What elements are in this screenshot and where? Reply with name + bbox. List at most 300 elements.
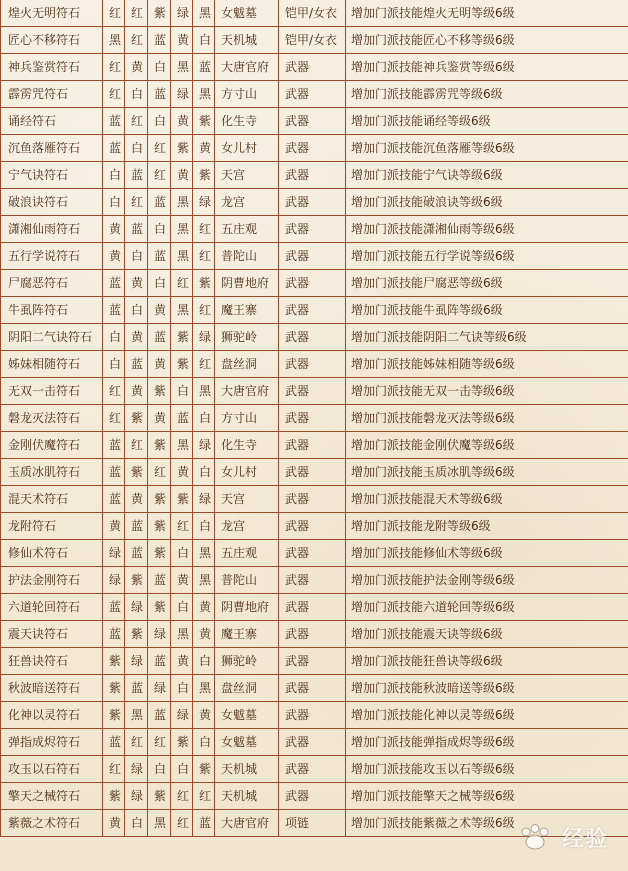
rune-color-cell: 黄	[125, 54, 148, 81]
rune-color-cell: 白	[171, 756, 193, 783]
equipment-slot-cell: 武器	[279, 270, 346, 297]
table-row	[1, 243, 628, 270]
equipment-slot-cell: 武器	[279, 297, 346, 324]
sect-cell: 化生寺	[215, 432, 279, 459]
rune-color-cell: 绿	[171, 0, 193, 27]
rune-color-cell: 紫	[171, 135, 193, 162]
rune-color-cell: 紫	[148, 783, 171, 810]
rune-color-cell: 绿	[193, 324, 215, 351]
table-row	[1, 162, 628, 189]
equipment-slot-cell: 武器	[279, 702, 346, 729]
rune-color-cell: 黑	[125, 702, 148, 729]
sect-cell: 方寸山	[215, 405, 279, 432]
rune-name-cell: 诵经符石	[1, 108, 103, 135]
table-row	[1, 783, 628, 810]
rune-color-cell: 黑	[171, 243, 193, 270]
rune-color-cell: 蓝	[125, 675, 148, 702]
sect-cell: 女儿村	[215, 459, 279, 486]
sect-cell: 大唐官府	[215, 378, 279, 405]
effect-cell: 增加门派技能牛虱阵等级6级	[346, 297, 628, 324]
rune-color-cell: 白	[171, 675, 193, 702]
rune-name-cell: 金刚伏魔符石	[1, 432, 103, 459]
rune-color-cell: 黑	[171, 216, 193, 243]
equipment-slot-cell: 武器	[279, 540, 346, 567]
rune-color-cell: 黄	[193, 594, 215, 621]
effect-cell: 增加门派技能神兵鉴赏等级6级	[346, 54, 628, 81]
rune-color-cell: 红	[193, 351, 215, 378]
rune-color-cell: 蓝	[193, 54, 215, 81]
effect-cell: 增加门派技能五行学说等级6级	[346, 243, 628, 270]
rune-color-cell: 红	[125, 0, 148, 27]
rune-color-cell: 蓝	[103, 432, 125, 459]
rune-color-cell: 红	[193, 297, 215, 324]
effect-cell: 增加门派技能潇湘仙雨等级6级	[346, 216, 628, 243]
rune-color-cell: 黄	[103, 243, 125, 270]
rune-color-cell: 绿	[103, 567, 125, 594]
equipment-slot-cell: 武器	[279, 324, 346, 351]
rune-color-cell: 白	[148, 54, 171, 81]
rune-color-cell: 黄	[148, 297, 171, 324]
rune-color-cell: 紫	[148, 594, 171, 621]
rune-name-cell: 尸腐恶符石	[1, 270, 103, 297]
rune-color-cell: 黄	[193, 702, 215, 729]
sect-cell: 女儿村	[215, 135, 279, 162]
rune-color-cell: 白	[103, 324, 125, 351]
rune-color-cell: 紫	[125, 405, 148, 432]
rune-color-cell: 紫	[171, 324, 193, 351]
table-row	[1, 540, 628, 567]
rune-color-cell: 红	[193, 216, 215, 243]
rune-color-cell: 紫	[125, 621, 148, 648]
rune-color-cell: 紫	[148, 486, 171, 513]
rune-color-cell: 蓝	[103, 135, 125, 162]
rune-color-cell: 白	[193, 459, 215, 486]
rune-color-cell: 红	[125, 729, 148, 756]
rune-color-cell: 白	[171, 540, 193, 567]
rune-color-cell: 红	[103, 378, 125, 405]
rune-color-cell: 黑	[148, 810, 171, 837]
rune-color-cell: 黄	[193, 621, 215, 648]
rune-color-cell: 黑	[171, 621, 193, 648]
rune-color-cell: 红	[103, 756, 125, 783]
rune-color-cell: 绿	[125, 648, 148, 675]
rune-color-cell: 黄	[103, 513, 125, 540]
rune-color-cell: 绿	[148, 675, 171, 702]
equipment-slot-cell: 武器	[279, 594, 346, 621]
rune-color-cell: 白	[125, 243, 148, 270]
rune-color-cell: 红	[103, 405, 125, 432]
rune-color-cell: 蓝	[148, 702, 171, 729]
table-row	[1, 432, 628, 459]
rune-color-cell: 白	[148, 108, 171, 135]
table-row	[1, 648, 628, 675]
effect-cell: 增加门派技能六道轮回等级6级	[346, 594, 628, 621]
rune-color-cell: 白	[125, 297, 148, 324]
equipment-slot-cell: 铠甲/女衣	[279, 27, 346, 54]
rune-color-cell: 白	[148, 756, 171, 783]
rune-color-cell: 白	[148, 216, 171, 243]
effect-cell: 增加门派技能诵经等级6级	[346, 108, 628, 135]
rune-color-cell: 黄	[125, 324, 148, 351]
table-row	[1, 324, 628, 351]
table-row	[1, 378, 628, 405]
rune-color-cell: 蓝	[103, 621, 125, 648]
effect-cell: 增加门派技能尸腐恶等级6级	[346, 270, 628, 297]
table-row	[1, 108, 628, 135]
rune-name-cell: 阴阳二气诀符石	[1, 324, 103, 351]
rune-color-cell: 紫	[148, 513, 171, 540]
rune-color-cell: 白	[103, 351, 125, 378]
effect-cell: 增加门派技能煌火无明等级6级	[346, 0, 628, 27]
equipment-slot-cell: 武器	[279, 756, 346, 783]
effect-cell: 增加门派技能震天诀等级6级	[346, 621, 628, 648]
rune-color-cell: 蓝	[103, 594, 125, 621]
rune-color-cell: 白	[171, 378, 193, 405]
effect-cell: 增加门派技能护法金刚等级6级	[346, 567, 628, 594]
rune-name-cell: 秋波暗送符石	[1, 675, 103, 702]
equipment-slot-cell: 武器	[279, 783, 346, 810]
rune-color-cell: 紫	[193, 108, 215, 135]
rune-color-cell: 绿	[193, 432, 215, 459]
rune-color-cell: 白	[193, 729, 215, 756]
rune-color-cell: 紫	[125, 567, 148, 594]
rune-color-cell: 蓝	[148, 648, 171, 675]
effect-cell: 增加门派技能混天术等级6级	[346, 486, 628, 513]
rune-color-cell: 绿	[171, 702, 193, 729]
rune-color-cell: 红	[148, 135, 171, 162]
rune-color-cell: 黑	[193, 81, 215, 108]
rune-color-cell: 红	[148, 459, 171, 486]
equipment-slot-cell: 武器	[279, 459, 346, 486]
rune-color-cell: 黑	[193, 567, 215, 594]
equipment-slot-cell: 武器	[279, 135, 346, 162]
rune-color-cell: 蓝	[148, 567, 171, 594]
rune-color-cell: 紫	[103, 648, 125, 675]
rune-color-cell: 紫	[193, 270, 215, 297]
rune-color-cell: 绿	[125, 594, 148, 621]
rune-color-cell: 红	[103, 0, 125, 27]
effect-cell: 增加门派技能金刚伏魔等级6级	[346, 432, 628, 459]
rune-name-cell: 煌火无明符石	[1, 0, 103, 27]
rune-color-cell: 白	[193, 648, 215, 675]
sect-cell: 魔王寨	[215, 297, 279, 324]
rune-color-cell: 蓝	[125, 513, 148, 540]
effect-cell: 增加门派技能姊妹相随等级6级	[346, 351, 628, 378]
effect-cell: 增加门派技能紫薇之术等级6级	[346, 810, 628, 837]
equipment-slot-cell: 武器	[279, 81, 346, 108]
rune-color-cell: 绿	[171, 81, 193, 108]
rune-color-cell: 蓝	[103, 459, 125, 486]
table-row	[1, 486, 628, 513]
effect-cell: 增加门派技能阴阳二气诀等级6级	[346, 324, 628, 351]
rune-name-cell: 沉鱼落雁符石	[1, 135, 103, 162]
rune-name-cell: 潇湘仙雨符石	[1, 216, 103, 243]
sect-cell: 化生寺	[215, 108, 279, 135]
table-row	[1, 756, 628, 783]
rune-color-cell: 白	[125, 135, 148, 162]
rune-color-cell: 紫	[103, 675, 125, 702]
sect-cell: 盘丝洞	[215, 675, 279, 702]
rune-color-cell: 红	[171, 513, 193, 540]
effect-cell: 增加门派技能龙附等级6级	[346, 513, 628, 540]
rune-color-cell: 绿	[193, 189, 215, 216]
rune-name-cell: 护法金刚符石	[1, 567, 103, 594]
sect-cell: 盘丝洞	[215, 351, 279, 378]
rune-color-cell: 紫	[193, 162, 215, 189]
rune-color-cell: 红	[125, 432, 148, 459]
effect-cell: 增加门派技能玉质冰肌等级6级	[346, 459, 628, 486]
effect-cell: 增加门派技能狂兽诀等级6级	[346, 648, 628, 675]
equipment-slot-cell: 武器	[279, 351, 346, 378]
rune-color-cell: 黑	[171, 432, 193, 459]
rune-color-cell: 绿	[125, 756, 148, 783]
table-row	[1, 567, 628, 594]
rune-color-cell: 黑	[193, 540, 215, 567]
sect-cell: 女魃墓	[215, 702, 279, 729]
rune-color-cell: 白	[103, 189, 125, 216]
sect-cell: 狮驼岭	[215, 648, 279, 675]
equipment-slot-cell: 武器	[279, 378, 346, 405]
table-row	[1, 351, 628, 378]
sect-cell: 五庄观	[215, 216, 279, 243]
table-row	[1, 621, 628, 648]
rune-name-cell: 牛虱阵符石	[1, 297, 103, 324]
rune-color-cell: 黑	[193, 378, 215, 405]
rune-color-cell: 蓝	[171, 405, 193, 432]
rune-name-cell: 磐龙灭法符石	[1, 405, 103, 432]
table-row	[1, 135, 628, 162]
equipment-slot-cell: 武器	[279, 405, 346, 432]
rune-color-cell: 紫	[171, 486, 193, 513]
rune-color-cell: 紫	[148, 0, 171, 27]
rune-color-cell: 红	[103, 81, 125, 108]
rune-name-cell: 五行学说符石	[1, 243, 103, 270]
rune-color-cell: 红	[171, 270, 193, 297]
rune-color-cell: 黄	[171, 162, 193, 189]
rune-color-cell: 红	[171, 783, 193, 810]
rune-color-cell: 黄	[148, 405, 171, 432]
sect-cell: 阴曹地府	[215, 594, 279, 621]
rune-color-cell: 蓝	[193, 810, 215, 837]
rune-color-cell: 黑	[193, 0, 215, 27]
sect-cell: 龙宫	[215, 189, 279, 216]
equipment-slot-cell: 项链	[279, 810, 346, 837]
equipment-slot-cell: 武器	[279, 621, 346, 648]
effect-cell: 增加门派技能擎天之械等级6级	[346, 783, 628, 810]
equipment-slot-cell: 武器	[279, 729, 346, 756]
rune-color-cell: 黄	[148, 351, 171, 378]
effect-cell: 增加门派技能匠心不移等级6级	[346, 27, 628, 54]
rune-color-cell: 黄	[103, 216, 125, 243]
effect-cell: 增加门派技能弹指成烬等级6级	[346, 729, 628, 756]
rune-color-cell: 紫	[103, 783, 125, 810]
rune-name-cell: 震天诀符石	[1, 621, 103, 648]
sect-cell: 方寸山	[215, 81, 279, 108]
rune-color-cell: 蓝	[125, 540, 148, 567]
sect-cell: 天机城	[215, 783, 279, 810]
rune-color-cell: 蓝	[148, 324, 171, 351]
rune-color-cell: 红	[193, 243, 215, 270]
sect-cell: 大唐官府	[215, 54, 279, 81]
rune-name-cell: 混天术符石	[1, 486, 103, 513]
rune-name-cell: 修仙术符石	[1, 540, 103, 567]
rune-color-cell: 黄	[171, 108, 193, 135]
rune-color-cell: 蓝	[148, 189, 171, 216]
rune-color-cell: 红	[148, 162, 171, 189]
rune-color-cell: 黄	[171, 459, 193, 486]
rune-name-cell: 神兵鉴赏符石	[1, 54, 103, 81]
rune-color-cell: 红	[125, 108, 148, 135]
rune-color-cell: 紫	[125, 459, 148, 486]
rune-color-cell: 黑	[171, 189, 193, 216]
rune-color-cell: 黑	[171, 54, 193, 81]
equipment-slot-cell: 武器	[279, 54, 346, 81]
rune-color-cell: 黄	[171, 648, 193, 675]
sect-cell: 女魃墓	[215, 0, 279, 27]
rune-color-cell: 红	[125, 27, 148, 54]
rune-color-cell: 蓝	[103, 486, 125, 513]
rune-color-cell: 白	[171, 594, 193, 621]
rune-name-cell: 姊妹相随符石	[1, 351, 103, 378]
rune-color-cell: 黄	[193, 135, 215, 162]
rune-color-cell: 红	[148, 729, 171, 756]
rune-color-cell: 紫	[103, 702, 125, 729]
rune-name-cell: 玉质冰肌符石	[1, 459, 103, 486]
table-row	[1, 270, 628, 297]
rune-color-cell: 蓝	[103, 729, 125, 756]
equipment-slot-cell: 武器	[279, 162, 346, 189]
rune-color-cell: 红	[193, 783, 215, 810]
rune-color-cell: 绿	[193, 486, 215, 513]
rune-color-cell: 蓝	[148, 81, 171, 108]
equipment-slot-cell: 武器	[279, 243, 346, 270]
effect-cell: 增加门派技能宁气诀等级6级	[346, 162, 628, 189]
rune-color-cell: 黑	[103, 27, 125, 54]
rune-color-cell: 紫	[193, 756, 215, 783]
rune-color-cell: 紫	[171, 729, 193, 756]
rune-color-cell: 黄	[171, 27, 193, 54]
rune-name-cell: 狂兽诀符石	[1, 648, 103, 675]
rune-color-cell: 白	[193, 405, 215, 432]
rune-color-cell: 紫	[171, 351, 193, 378]
rune-color-cell: 白	[148, 270, 171, 297]
table-row	[1, 297, 628, 324]
sect-cell: 五庄观	[215, 540, 279, 567]
table-row	[1, 81, 628, 108]
equipment-slot-cell: 武器	[279, 486, 346, 513]
effect-cell: 增加门派技能秋波暗送等级6级	[346, 675, 628, 702]
rune-color-cell: 蓝	[103, 297, 125, 324]
rune-color-cell: 黑	[171, 297, 193, 324]
rune-color-cell: 绿	[103, 540, 125, 567]
rune-color-cell: 黄	[125, 270, 148, 297]
table-row	[1, 0, 628, 27]
sect-cell: 狮驼岭	[215, 324, 279, 351]
rune-color-cell: 白	[193, 27, 215, 54]
sect-cell: 阴曹地府	[215, 270, 279, 297]
effect-cell: 增加门派技能修仙术等级6级	[346, 540, 628, 567]
sect-cell: 魔王寨	[215, 621, 279, 648]
table-row	[1, 675, 628, 702]
sect-cell: 天机城	[215, 27, 279, 54]
rune-color-cell: 黄	[103, 810, 125, 837]
rune-color-cell: 紫	[148, 432, 171, 459]
table-row	[1, 810, 628, 837]
effect-cell: 增加门派技能化神以灵等级6级	[346, 702, 628, 729]
rune-color-cell: 白	[193, 513, 215, 540]
table-row	[1, 189, 628, 216]
rune-name-cell: 龙附符石	[1, 513, 103, 540]
sect-cell: 天宫	[215, 486, 279, 513]
equipment-slot-cell: 武器	[279, 108, 346, 135]
rune-color-cell: 蓝	[125, 162, 148, 189]
rune-color-cell: 紫	[148, 540, 171, 567]
table-row	[1, 54, 628, 81]
equipment-slot-cell: 武器	[279, 567, 346, 594]
table-row	[1, 594, 628, 621]
table-row	[1, 27, 628, 54]
rune-color-cell: 紫	[148, 378, 171, 405]
rune-color-cell: 黑	[193, 675, 215, 702]
effect-cell: 增加门派技能霹雳咒等级6级	[346, 81, 628, 108]
rune-color-cell: 蓝	[148, 27, 171, 54]
effect-cell: 增加门派技能攻玉以石等级6级	[346, 756, 628, 783]
rune-name-cell: 破浪诀符石	[1, 189, 103, 216]
rune-name-cell: 宁气诀符石	[1, 162, 103, 189]
equipment-slot-cell: 武器	[279, 675, 346, 702]
rune-name-cell: 擎天之械符石	[1, 783, 103, 810]
effect-cell: 增加门派技能磐龙灭法等级6级	[346, 405, 628, 432]
rune-color-cell: 黄	[125, 486, 148, 513]
rune-color-cell: 白	[103, 162, 125, 189]
rune-name-cell: 弹指成烬符石	[1, 729, 103, 756]
table-row	[1, 513, 628, 540]
equipment-slot-cell: 武器	[279, 648, 346, 675]
rune-color-cell: 绿	[125, 783, 148, 810]
sect-cell: 女魃墓	[215, 729, 279, 756]
rune-color-cell: 白	[125, 81, 148, 108]
effect-cell: 增加门派技能无双一击等级6级	[346, 378, 628, 405]
rune-color-cell: 黄	[171, 567, 193, 594]
rune-color-cell: 红	[125, 189, 148, 216]
sect-cell: 普陀山	[215, 243, 279, 270]
rune-name-cell: 六道轮回符石	[1, 594, 103, 621]
rune-name-cell: 无双一击符石	[1, 378, 103, 405]
table-row	[1, 729, 628, 756]
rune-color-cell: 黄	[125, 378, 148, 405]
rune-name-cell: 匠心不移符石	[1, 27, 103, 54]
table-row	[1, 702, 628, 729]
rune-table-body	[1, 0, 628, 837]
rune-color-cell: 红	[171, 810, 193, 837]
table-row	[1, 216, 628, 243]
rune-name-cell: 攻玉以石符石	[1, 756, 103, 783]
effect-cell: 增加门派技能破浪诀等级6级	[346, 189, 628, 216]
equipment-slot-cell: 武器	[279, 432, 346, 459]
rune-color-cell: 蓝	[125, 351, 148, 378]
equipment-slot-cell: 铠甲/女衣	[279, 0, 346, 27]
equipment-slot-cell: 武器	[279, 189, 346, 216]
equipment-slot-cell: 武器	[279, 513, 346, 540]
sect-cell: 天机城	[215, 756, 279, 783]
sect-cell: 大唐官府	[215, 810, 279, 837]
rune-name-cell: 紫薇之术符石	[1, 810, 103, 837]
rune-name-cell: 霹雳咒符石	[1, 81, 103, 108]
sect-cell: 龙宫	[215, 513, 279, 540]
table-row	[1, 405, 628, 432]
effect-cell: 增加门派技能沉鱼落雁等级6级	[346, 135, 628, 162]
rune-color-cell: 绿	[148, 621, 171, 648]
